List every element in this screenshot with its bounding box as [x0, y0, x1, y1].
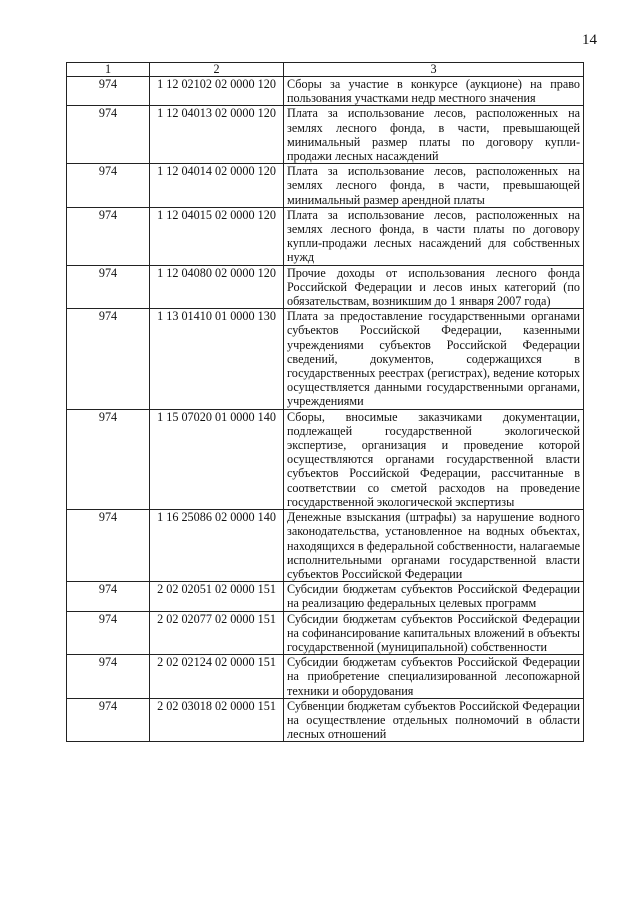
income-code-cell: 2 02 02051 02 0000 151: [150, 582, 284, 611]
table-row: [67, 207, 584, 265]
income-description-cell: Прочие доходы от использования лесного фонда Российской Федерации и лесов иных категорий (по обязательствам, возникшим до 1 января 2007 года): [284, 265, 584, 309]
income-description-cell: Плата за использование лесов, расположенных на землях лесного фонда, в части, превышающей минимальный размер платы по договору купли-продажи лесных насаждений: [284, 106, 584, 164]
income-description-cell: Сборы, вносимые заказчиками документации, подлежащей государственной экологической экспертизе, организация и проведение которой осуществляются органами государственной власти субъектов Российской Федерации, рассчитанные в соответствии со сметой расходов на проведение государственной экологической экспертизы: [284, 409, 584, 509]
admin-code-cell: 974: [67, 698, 150, 742]
income-code-cell: 1 12 04015 02 0000 120: [150, 207, 284, 265]
column-header-2: 2: [150, 63, 284, 77]
admin-code-cell: 974: [67, 207, 150, 265]
income-description-cell: Плата за предоставление государственными органами субъектов Российской Федерации, казенными учреждениями субъектов Российской Федерации сведений, документов, содержащихся в государственных реестрах (регистрах), ведение которых осуществляется данными государственными органами, учреждениями: [284, 309, 584, 409]
table-row: [67, 510, 584, 582]
table-header: [67, 63, 584, 77]
table-row: [67, 409, 584, 509]
table-row: [67, 309, 584, 409]
income-code-cell: 1 12 04080 02 0000 120: [150, 265, 284, 309]
column-header-3: 3: [284, 63, 584, 77]
table-row: [67, 106, 584, 164]
admin-code-cell: 974: [67, 510, 150, 582]
table-row: [67, 77, 584, 106]
income-description-cell: Плата за использование лесов, расположенных на землях лесного фонда, в части платы по договору купли-продажи лесных насаждений для собственных нужд: [284, 207, 584, 265]
income-code-cell: 1 12 02102 02 0000 120: [150, 77, 284, 106]
income-code-cell: 2 02 03018 02 0000 151: [150, 698, 284, 742]
table-row: [67, 265, 584, 309]
table-row: [67, 582, 584, 611]
admin-code-cell: 974: [67, 409, 150, 509]
table-body: [67, 77, 584, 742]
column-header-1: 1: [67, 63, 150, 77]
income-code-cell: 2 02 02124 02 0000 151: [150, 655, 284, 699]
table-row: [67, 655, 584, 699]
header-row: [67, 63, 584, 77]
income-code-cell: 1 12 04014 02 0000 120: [150, 164, 284, 208]
table-row: [67, 164, 584, 208]
admin-code-cell: 974: [67, 106, 150, 164]
admin-code-cell: 974: [67, 582, 150, 611]
income-description-cell: Субсидии бюджетам субъектов Российской Федерации на приобретение специализированной лесопожарной техники и оборудования: [284, 655, 584, 699]
page-number: 14: [582, 32, 597, 48]
income-description-cell: Сборы за участие в конкурсе (аукционе) на право пользования участками недр местного значения: [284, 77, 584, 106]
admin-code-cell: 974: [67, 164, 150, 208]
table-row: [67, 611, 584, 655]
admin-code-cell: 974: [67, 611, 150, 655]
income-code-cell: 2 02 02077 02 0000 151: [150, 611, 284, 655]
income-code-cell: 1 15 07020 01 0000 140: [150, 409, 284, 509]
admin-code-cell: 974: [67, 77, 150, 106]
admin-code-cell: 974: [67, 265, 150, 309]
admin-code-cell: 974: [67, 655, 150, 699]
admin-code-cell: 974: [67, 309, 150, 409]
income-description-cell: Плата за использование лесов, расположенных на землях лесного фонда, в части, превышающей минимальный размер арендной платы: [284, 164, 584, 208]
income-description-cell: Денежные взыскания (штрафы) за нарушение водного законодательства, установленное на водных объектах, находящихся в федеральной собственности, налагаемые исполнительными органами государственной власти субъектов Российской Федерации: [284, 510, 584, 582]
income-code-cell: 1 13 01410 01 0000 130: [150, 309, 284, 409]
income-code-cell: 1 12 04013 02 0000 120: [150, 106, 284, 164]
table-row: [67, 698, 584, 742]
income-code-cell: 1 16 25086 02 0000 140: [150, 510, 284, 582]
income-description-cell: Субсидии бюджетам субъектов Российской Федерации на реализацию федеральных целевых программ: [284, 582, 584, 611]
income-description-cell: Субвенции бюджетам субъектов Российской Федерации на осуществление отдельных полномочий в области лесных отношений: [284, 698, 584, 742]
budget-codes-table: [66, 62, 584, 742]
income-description-cell: Субсидии бюджетам субъектов Российской Федерации на софинансирование капитальных вложений в объекты государственной (муниципальной) собственности: [284, 611, 584, 655]
